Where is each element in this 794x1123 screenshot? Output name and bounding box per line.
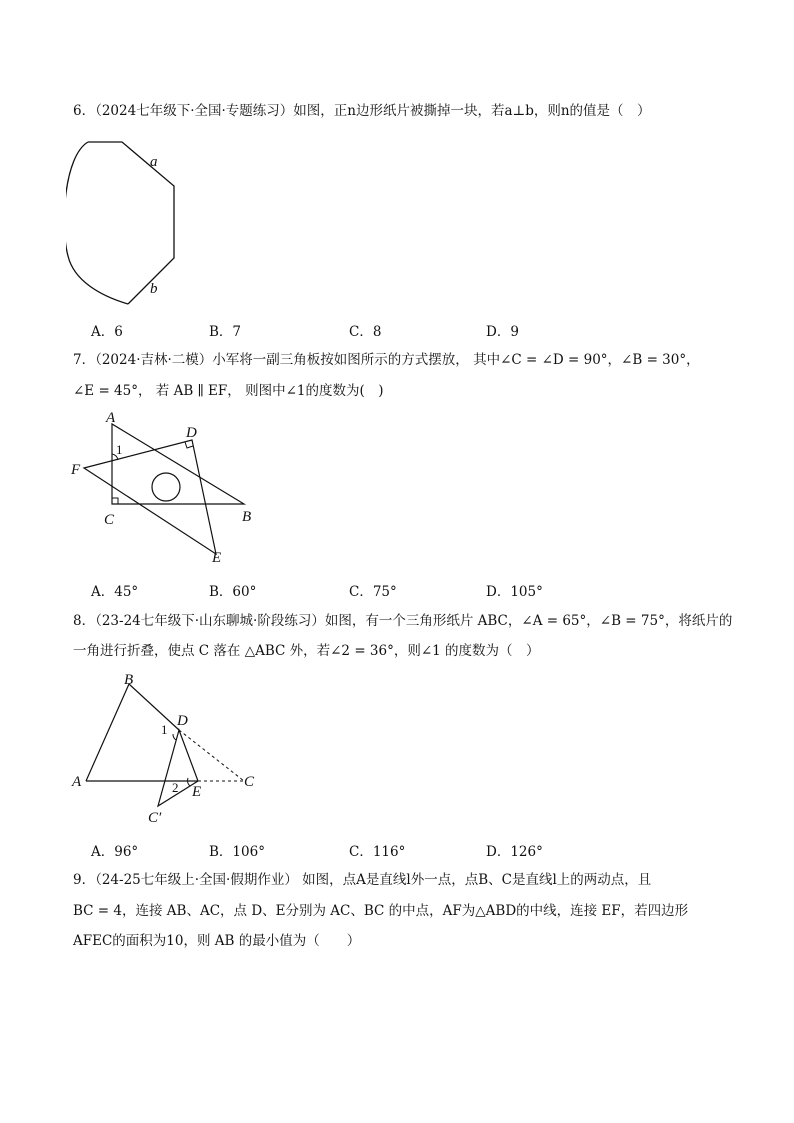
q6-option-b[interactable]: B．7 [209,324,242,340]
q7-option-a[interactable]: A．45° [91,584,139,600]
q8-label-Cprime: C′ [148,810,162,826]
q8-label-C: C [244,774,255,790]
q9-stem-line3: AFEC的面积为10，则 AB 的最小值为（ ） [73,933,361,949]
q7-stem-line2: ∠E = 45°， 若 AB ∥ EF， 则图中∠1的度数为( ) [73,383,384,399]
q6-stem: 6．（2024七年级下·全国·专题练习）如图，正n边形纸片被撕掉一块，若a⊥b，则n的值是（ ） [73,103,651,119]
q8-stem-line1: 8．（23-24七年级下·山东聊城·阶段练习）如图，有一个三角形纸片 ABC，∠A = 65°，∠B = 75°，将纸片的 [73,613,733,629]
q8-label-E: E [192,784,202,800]
q7-label-angle1: 1 [116,442,123,457]
q6-option-d[interactable]: D．9 [486,324,519,340]
q8-option-d[interactable]: D．126° [486,844,543,860]
q7-figure [66,410,266,570]
q8-label-A: A [72,774,82,790]
q8-label-angle1: 1 [161,722,168,737]
q8-option-a[interactable]: A．96° [91,844,139,860]
q6-label-b: b [150,281,158,297]
q7-option-c[interactable]: C．75° [349,584,397,600]
q7-triangle-acb [112,424,244,504]
q6-label-a: a [150,154,158,170]
q6-figure [66,136,196,306]
q8-stem-line2: 一角进行折叠，使点 C 落在 △ABC 外，若∠2 = 36°，则∠1 的度数为（ ） [73,643,540,659]
q7-stem-line1: 7．（2024·吉林·二模）小军将一副三角板按如图所示的方式摆放， 其中∠C = ∠D = 90°，∠B = 30°， [73,352,700,368]
q8-label-B: B [124,672,134,688]
q7-label-F: F [71,462,81,478]
q8-label-D: D [177,713,188,729]
q7-circle-hole [152,473,180,501]
q7-triangle-fde [84,440,216,554]
q7-label-A: A [106,410,116,426]
q6-polygon-edges [88,142,174,304]
q9-stem-line1: 9．（24-25七年级上·全国·假期作业） 如图，点A是直线l外一点，点B、C是直线l上的两动点，且 [73,872,652,888]
q8-label-angle2: 2 [172,780,179,795]
q7-label-E: E [212,550,222,566]
q7-option-b[interactable]: B．60° [209,584,257,600]
q6-torn-edge [66,142,128,304]
q8-figure [66,668,266,828]
q8-option-c[interactable]: C．116° [349,844,406,860]
q9-stem-line2: BC = 4，连接 AB、AC，点 D、E分别为 AC、BC 的中点，AF为△ABD的中线，连接 EF，若四边形 [73,903,689,919]
q7-label-B: B [242,509,252,525]
q7-label-C: C [104,512,115,528]
q6-option-c[interactable]: C．8 [349,324,382,340]
q7-option-d[interactable]: D．105° [486,584,543,600]
q8-option-b[interactable]: B．106° [209,844,265,860]
q7-label-D: D [186,425,197,441]
q6-option-a[interactable]: A．6 [91,324,123,340]
